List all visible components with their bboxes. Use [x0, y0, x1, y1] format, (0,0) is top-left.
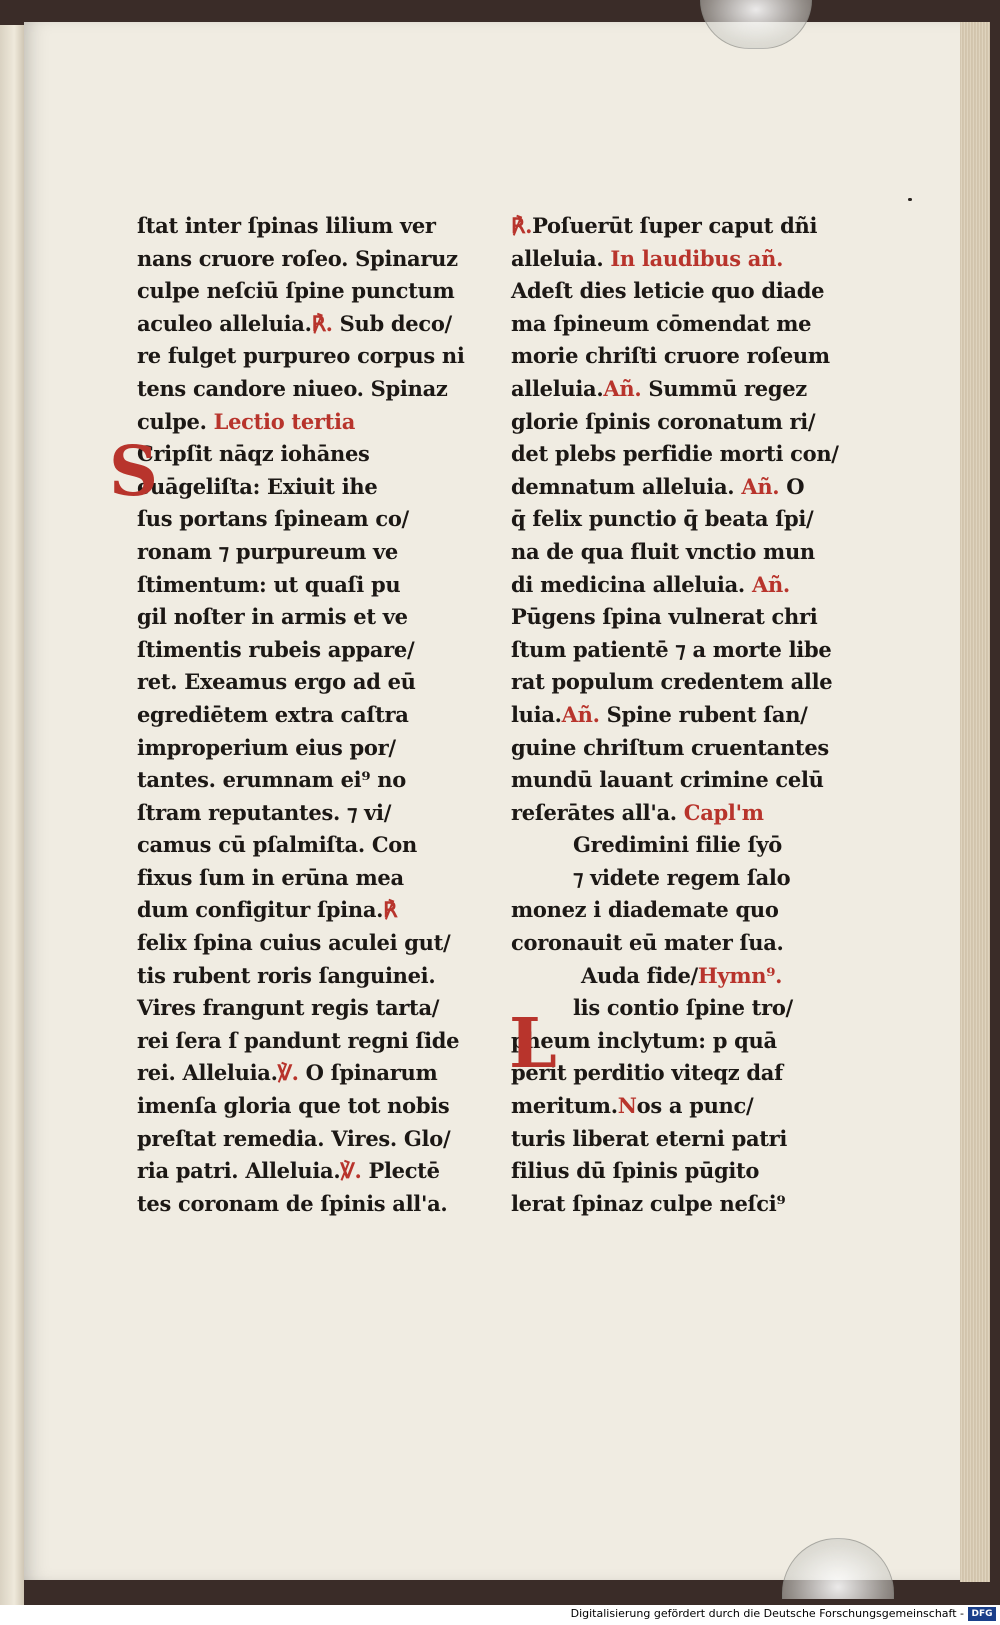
line-text: alleluia.: [511, 375, 604, 401]
text-line: [511, 992, 861, 1025]
line-text: aculeo alleluia.: [137, 310, 312, 336]
text-line: [511, 569, 861, 602]
line-text: ſtimentis rubeis appare/: [137, 636, 415, 662]
ink-speck: [908, 198, 912, 201]
line-text: ronam ⁊ purpureum ve: [137, 538, 398, 564]
line-text: Cripſit nāqz iohānes: [137, 441, 370, 467]
footer-bar: [0, 1605, 1000, 1625]
line-text: turis liberat eterni patri: [511, 1125, 788, 1151]
text-line: [511, 275, 861, 308]
line-text-continued: os a punc/: [636, 1093, 754, 1119]
book-page: [24, 22, 972, 1580]
text-line: [137, 1057, 487, 1090]
text-line: [511, 666, 861, 699]
line-text: ma ſpineum cōmendat me: [511, 310, 812, 336]
rubric-mark: ℟.: [311, 310, 333, 336]
line-text: ſtram reputantes. ⁊ vi/: [137, 799, 392, 825]
line-text: ſus portans ſpineam co/: [137, 506, 409, 532]
page-stack-edge: [960, 22, 990, 1582]
dfg-logo: DFG: [968, 1607, 996, 1621]
line-text-continued: Summū regez: [641, 375, 807, 401]
text-line: [137, 471, 487, 504]
line-text: glorie ſpinis coronatum ri/: [511, 408, 816, 434]
line-text: na de qua fluit vnctio mun: [511, 538, 815, 564]
rubric-mark: Capl'm: [676, 799, 764, 825]
text-line: [137, 406, 487, 439]
rubric-mark: ℣.: [277, 1060, 299, 1086]
line-text: ſtum patientē ⁊ a morte libe: [511, 636, 832, 662]
line-text: rei ſera ſ pandunt regni ſide: [137, 1027, 460, 1053]
text-line: [137, 275, 487, 308]
line-text: lis contio ſpine tro/: [573, 995, 793, 1021]
line-text: coronauit eū mater ſua.: [511, 930, 784, 956]
text-line: [511, 862, 861, 895]
text-line: [511, 960, 861, 993]
line-text: tis rubent roris ſanguinei.: [137, 962, 436, 988]
text-line: [511, 471, 861, 504]
line-text: meritum.: [511, 1093, 618, 1119]
line-text: camus cū pſalmiſta. Con: [137, 832, 417, 858]
line-text: lerat ſpinaz culpe neſci⁹: [511, 1190, 786, 1216]
line-text: dum configitur ſpina.: [137, 897, 384, 923]
line-text-continued: Plectē: [361, 1158, 440, 1184]
text-line: [137, 764, 487, 797]
line-text: luia.: [511, 701, 562, 727]
text-line: [137, 373, 487, 406]
line-text: Vires frangunt regis tarta/: [137, 995, 440, 1021]
text-line: [511, 536, 861, 569]
text-line: [511, 732, 861, 765]
line-text: Auda fide/: [581, 962, 698, 988]
line-text: egrediētem extra caſtra: [137, 701, 409, 727]
rubric-mark: Añ.: [744, 571, 790, 597]
text-line: [511, 797, 861, 830]
line-text: ret. Exeamus ergo ad eū: [137, 669, 416, 695]
line-text: Pūgens ſpina vulnerat chri: [511, 604, 818, 630]
rubric-mark: N: [617, 1093, 637, 1119]
text-line: [137, 601, 487, 634]
line-text: ria patri. Alleluia.: [137, 1158, 341, 1184]
rubric-mark: ℟.: [511, 213, 533, 238]
rubric-mark: ℟: [383, 897, 398, 923]
line-text: gil noſter in armis et ve: [137, 604, 408, 630]
text-line: [511, 764, 861, 797]
line-text: reſerātes all'a.: [511, 799, 677, 825]
line-text-continued: O ſpinarum: [298, 1060, 438, 1086]
text-line: [511, 1090, 861, 1123]
line-text: ſtimentum: ut quaſi pu: [137, 571, 401, 597]
left-text-column: [109, 210, 487, 1220]
line-text: re fulget purpureo corpus ni: [137, 343, 465, 369]
line-text: morie chriſti cruore roſeum: [511, 343, 830, 369]
text-line: [137, 1025, 487, 1058]
text-line: [511, 373, 861, 406]
text-line: [511, 927, 861, 960]
text-line: [137, 992, 487, 1025]
line-text: tens candore niueo. Spinaz: [137, 375, 448, 401]
line-text: imenſa gloria que tot nobis: [137, 1093, 450, 1119]
text-line: [511, 699, 861, 732]
text-line: [137, 829, 487, 862]
line-text: fixus ſum in erūna mea: [137, 864, 404, 890]
text-line: [511, 1057, 861, 1090]
text-line: [511, 210, 861, 243]
text-line: [137, 1155, 487, 1188]
line-text: det plebs perfidie morti con/: [511, 441, 839, 467]
line-text: Adeſt dies leticie quo diade: [511, 278, 825, 304]
text-line: [137, 797, 487, 830]
text-line: [511, 1025, 861, 1058]
rubric-mark: ℣.: [340, 1158, 362, 1184]
text-line: [137, 960, 487, 993]
text-line: [137, 634, 487, 667]
line-text: monez i diademate quo: [511, 897, 779, 923]
text-line: [137, 243, 487, 276]
line-text: improperium eius por/: [137, 734, 396, 760]
rubric-mark: Hymn⁹.: [697, 962, 783, 988]
rubric-mark: In laudibus añ.: [603, 245, 784, 271]
text-line: [137, 927, 487, 960]
line-text: ſtat inter ſpinas lilium ver: [137, 213, 436, 238]
text-line: [511, 1123, 861, 1156]
line-text: nans cruore roſeo. Spinaruz: [137, 245, 458, 271]
line-text: guine chriſtum cruentantes: [511, 734, 829, 760]
line-text: culpe neſciū ſpine punctum: [137, 278, 455, 304]
text-line: [511, 1155, 861, 1188]
text-line: [137, 1090, 487, 1123]
line-text: tantes. erumnam ei⁹ no: [137, 767, 406, 793]
text-line: [137, 569, 487, 602]
line-text: perit perditio viteqz daf: [511, 1060, 783, 1086]
line-text-continued: Sub deco/: [332, 310, 452, 336]
text-line: [137, 503, 487, 536]
funding-credit: Digitalisierung gefördert durch die Deutsche Forschungsgemeinschaft -: [570, 1607, 964, 1620]
line-text: pheum inclytum: p quā: [511, 1027, 777, 1053]
text-line: [511, 503, 861, 536]
text-line: [511, 340, 861, 373]
text-line: [511, 243, 861, 276]
line-text: ⁊ videte regem ſalo: [573, 864, 791, 890]
text-line: [511, 1188, 861, 1221]
decorated-initial-s: S: [109, 432, 159, 512]
text-line: [511, 894, 861, 927]
line-text: felix ſpina cuius aculei gut/: [137, 930, 451, 956]
text-line: [511, 634, 861, 667]
decorated-initial-l: L: [509, 1004, 557, 1084]
text-line: [137, 340, 487, 373]
line-text: demnatum alleluia.: [511, 473, 735, 499]
text-line: [137, 536, 487, 569]
rubric-mark: Añ.: [734, 473, 780, 499]
line-text: alleluia.: [511, 245, 604, 271]
line-text: culpe.: [137, 408, 207, 434]
text-line: [137, 862, 487, 895]
line-text: mundū lauant crimine celū: [511, 767, 824, 793]
text-line: [511, 406, 861, 439]
facing-page-edge: [0, 25, 24, 1605]
text-line: [137, 1188, 487, 1221]
rubric-mark: Añ.: [603, 375, 642, 401]
text-line: [137, 666, 487, 699]
rubric-mark: Añ.: [561, 701, 600, 727]
line-text: Poſuerūt ſuper caput dñi: [532, 213, 818, 238]
text-line: [511, 438, 861, 471]
line-text: tes coronam de ſpinis all'a.: [137, 1190, 448, 1216]
line-text-continued: O: [779, 473, 805, 499]
text-line: [137, 308, 487, 341]
right-text-column: [511, 210, 861, 1220]
line-text: q̄ felix punctio q̄ beata ſpi/: [511, 506, 814, 532]
line-text: rat populum credentem alle: [511, 669, 833, 695]
text-line: [511, 829, 861, 862]
text-line: [137, 699, 487, 732]
text-line: [137, 894, 487, 927]
text-line: [137, 210, 487, 243]
text-line: [511, 601, 861, 634]
line-text: euāgeliſta: Exiuit ihe: [137, 473, 378, 499]
text-line: [137, 732, 487, 765]
line-text: Gredimini filie ſyō: [573, 832, 782, 858]
line-text: rei. Alleluia.: [137, 1060, 278, 1086]
text-line: [137, 1123, 487, 1156]
line-text-continued: Spine rubent ſan/: [599, 701, 808, 727]
line-text: di medicina alleluia.: [511, 571, 745, 597]
rubric-mark: Lectio tertia: [206, 408, 356, 434]
text-line: [137, 438, 487, 471]
line-text: preſtat remedia. Vires. Glo/: [137, 1125, 451, 1151]
text-line: [511, 308, 861, 341]
line-text: filius dū ſpinis pūgito: [511, 1158, 760, 1184]
